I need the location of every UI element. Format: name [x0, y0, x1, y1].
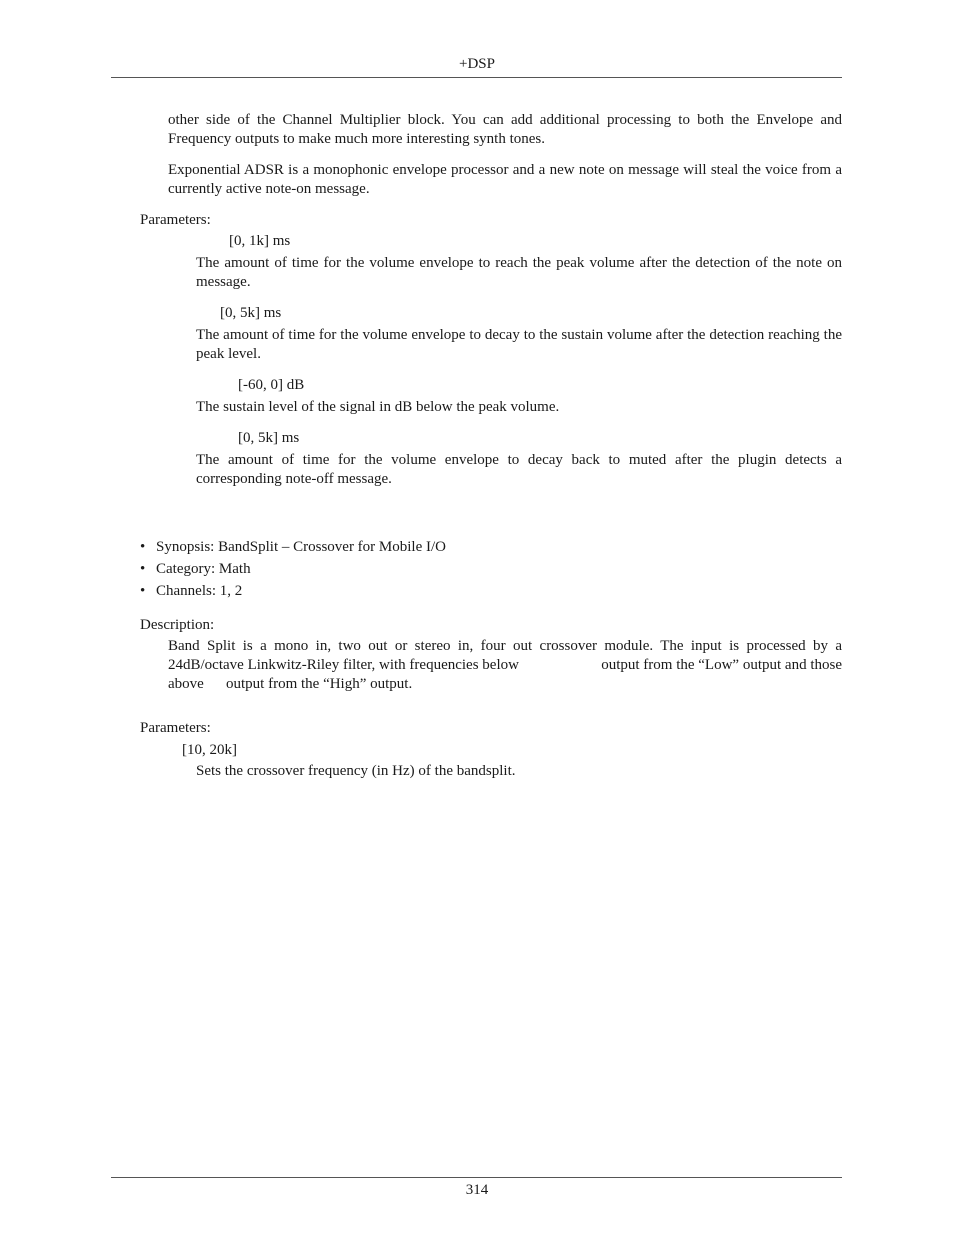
param-range-sustain: [-60, 0] dB — [238, 377, 305, 393]
bullet-text: Channels: 1, 2 — [156, 583, 243, 599]
description-line-3b: output from the “High” output. — [226, 676, 413, 692]
bullet-category — [140, 560, 251, 579]
intro-paragraph-1: other side of the Channel Multiplier block. You can add additional processing to both the Envelope and Frequency outputs to make much more interesting synth tones. — [168, 112, 842, 147]
param-desc-release: The amount of time for the volume envelope to decay back to muted after the plugin detects a corresponding note-off message. — [196, 452, 842, 487]
bullet-text: Synopsis: BandSplit – Crossover for Mobile I/O — [156, 539, 447, 555]
description-line-3a: above — [168, 676, 204, 692]
bullet-dot-icon: • — [140, 539, 146, 555]
footer-rule — [111, 1177, 842, 1178]
description-line-2a: 24dB/octave Linkwitz-Riley filter, with frequencies below — [168, 657, 519, 673]
bullet-dot-icon: • — [140, 561, 146, 577]
parameters-label: Parameters: — [140, 212, 211, 228]
bullet-text: Category: Math — [156, 561, 251, 577]
description-line-1: Band Split is a mono in, two out or stereo in, four out crossover module. The input is processed by a — [168, 638, 842, 654]
param-desc-decay: The amount of time for the volume envelope to decay to the sustain volume after the detection reaching the peak level. — [196, 327, 842, 362]
param-desc-attack: The amount of time for the volume envelope to reach the peak volume after the detection of the note on message. — [196, 255, 842, 290]
header-rule — [111, 77, 842, 78]
description-label: Description: — [140, 617, 215, 633]
intro-paragraph-2: Exponential ADSR is a monophonic envelope processor and a new note on message will steal the voice from a currently active note-on message. — [168, 162, 842, 197]
bullet-synopsis — [140, 538, 446, 557]
param-range-release: [0, 5k] ms — [238, 430, 300, 446]
param-range-attack: [0, 1k] ms — [229, 233, 291, 249]
bullet-channels — [140, 582, 242, 601]
page-number: 314 — [465, 1182, 489, 1198]
running-header: +DSP — [459, 56, 495, 72]
param-range-decay: [0, 5k] ms — [220, 305, 282, 321]
bandsplit-parameters-label: Parameters: — [140, 720, 211, 736]
bullet-dot-icon: • — [140, 583, 146, 599]
param-desc-frequency: Sets the crossover frequency (in Hz) of the bandsplit. — [196, 763, 516, 779]
description-line-2b: output from the “Low” output and those — [601, 657, 842, 673]
param-range-frequency: [10, 20k] — [182, 742, 237, 758]
param-desc-sustain: The sustain level of the signal in dB below the peak volume. — [196, 399, 560, 415]
